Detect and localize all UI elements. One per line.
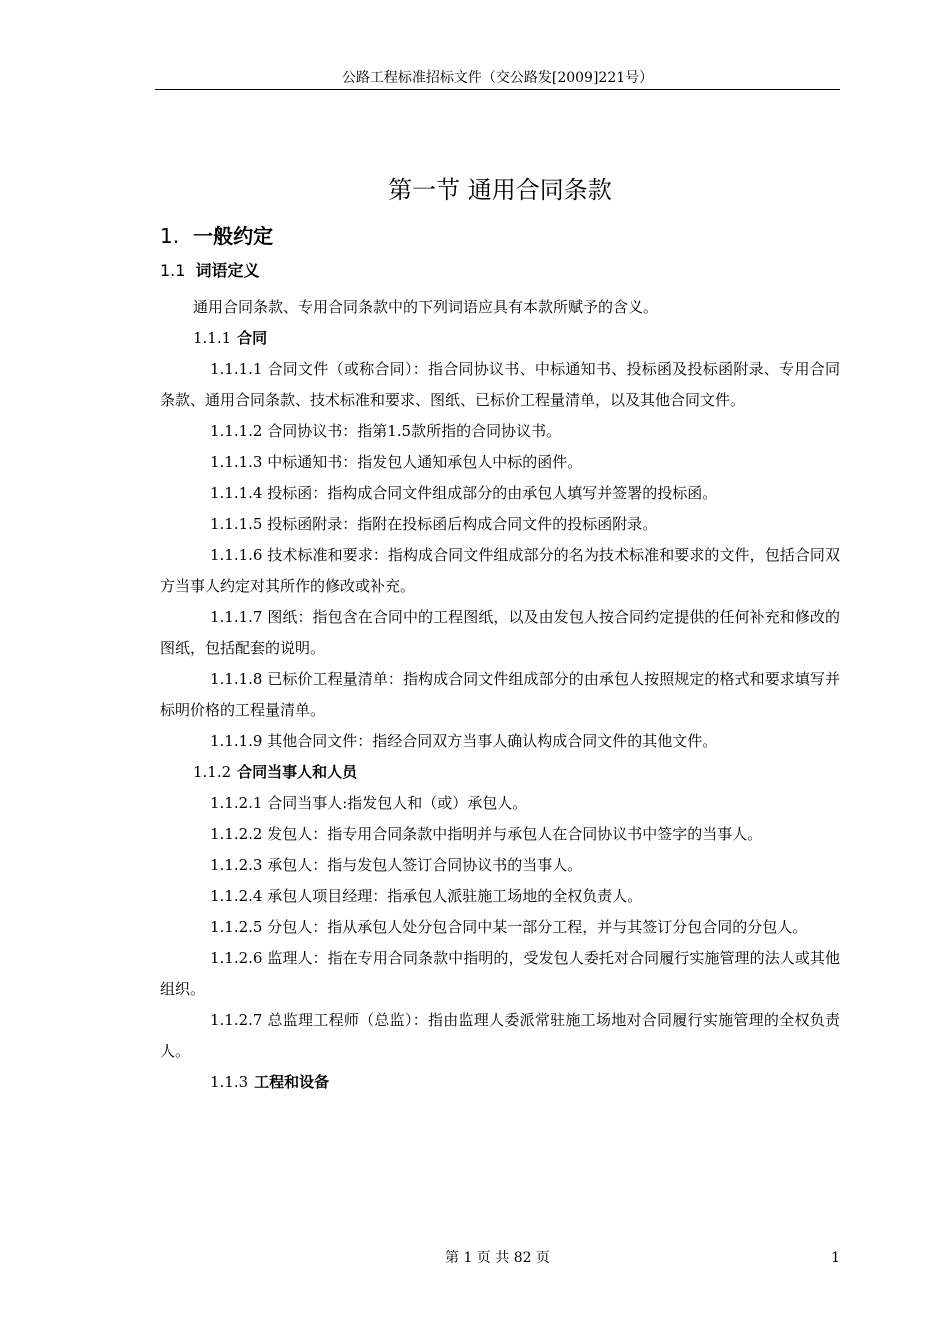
clause-paragraph: 1.1.2.2 发包人：指专用合同条款中指明并与承包人在合同协议书中签字的当事人。 bbox=[210, 825, 763, 843]
subheading-number: 1.1.3 bbox=[210, 1073, 249, 1091]
page-count-text: 第 1 页 共 82 页 bbox=[445, 1250, 550, 1266]
heading-1-number: 1. bbox=[160, 224, 180, 248]
intro-paragraph: 通用合同条款、专用合同条款中的下列词语应具有本款所赋予的含义。 bbox=[193, 298, 659, 316]
clause-paragraph: 1.1.1.4 投标函：指构成合同文件组成部分的由承包人填写并签署的投标函。 bbox=[210, 484, 718, 502]
running-header: 公路工程标准招标文件（交公路发[2009]221号） bbox=[341, 70, 654, 86]
subheading-label: 工程和设备 bbox=[254, 1073, 330, 1091]
clause-paragraph: 1.1.1.5 投标函附录：指附在投标函后构成合同文件的投标函附录。 bbox=[210, 515, 658, 533]
clause-paragraph: 1.1.2.6 监理人：指在专用合同条款中指明的，受发包人委托对合同履行实施管理的法人或其他组织。 bbox=[160, 949, 840, 998]
heading-2 bbox=[160, 259, 259, 283]
heading-2-number: 1.1 bbox=[160, 261, 186, 280]
clause-paragraph: 1.1.2.7 总监理工程师（总监）：指由监理人委派常驻施工场地对合同履行实施管理的全权负责人。 bbox=[160, 1011, 840, 1060]
header-rule bbox=[155, 89, 840, 90]
document-body bbox=[160, 292, 840, 1098]
clause-paragraph: 1.1.2.1 合同当事人:指发包人和（或）承包人。 bbox=[210, 794, 528, 812]
clause-paragraph: 1.1.1.2 合同协议书：指第1.5款所指的合同协议书。 bbox=[210, 422, 562, 440]
page-number: 1 bbox=[831, 1250, 840, 1266]
clause-paragraph: 1.1.1.7 图纸：指包含在合同中的工程图纸，以及由发包人按合同约定提供的任何补充和修改的图纸，包括配套的说明。 bbox=[160, 608, 840, 657]
clause-paragraph: 1.1.1.8 已标价工程量清单：指构成合同文件组成部分的由承包人按照规定的格式和要求填写并标明价格的工程量清单。 bbox=[160, 670, 840, 719]
clause-paragraph: 1.1.2.5 分包人：指从承包人处分包合同中某一部分工程，并与其签订分包合同的分包人。 bbox=[210, 918, 808, 936]
clause-paragraph: 1.1.1.9 其他合同文件：指经合同双方当事人确认构成合同文件的其他文件。 bbox=[210, 732, 718, 750]
heading-1-label: 一般约定 bbox=[193, 224, 274, 248]
subheading-1-1-1 bbox=[160, 323, 840, 354]
clause-paragraph: 1.1.1.3 中标通知书：指发包人通知承包人中标的函件。 bbox=[210, 453, 583, 471]
clause-paragraph: 1.1.1.6 技术标准和要求：指构成合同文件组成部分的名为技术标准和要求的文件，包括合同双方当事人约定对其所作的修改或补充。 bbox=[160, 546, 840, 595]
clause-paragraph: 1.1.1.1 合同文件（或称合同）：指合同协议书、中标通知书、投标函及投标函附录、专用合同条款、通用合同条款、技术标准和要求、图纸、已标价工程量清单，以及其他合同文件。 bbox=[160, 360, 840, 409]
subheading-number: 1.1.2 bbox=[193, 763, 232, 781]
clause-paragraph: 1.1.2.3 承包人：指与发包人签订合同协议书的当事人。 bbox=[210, 856, 583, 874]
clause-paragraph: 1.1.2.4 承包人项目经理：指承包人派驻施工场地的全权负责人。 bbox=[210, 887, 643, 905]
subheading-1-1-3 bbox=[160, 1067, 840, 1098]
subheading-1-1-2 bbox=[160, 757, 840, 788]
section-title: 第一节 通用合同条款 bbox=[388, 176, 612, 204]
heading-1 bbox=[160, 222, 273, 250]
subheading-label: 合同当事人和人员 bbox=[237, 763, 358, 781]
heading-2-label: 词语定义 bbox=[195, 261, 260, 280]
subheading-number: 1.1.1 bbox=[193, 329, 232, 347]
subheading-label: 合同 bbox=[237, 329, 268, 347]
